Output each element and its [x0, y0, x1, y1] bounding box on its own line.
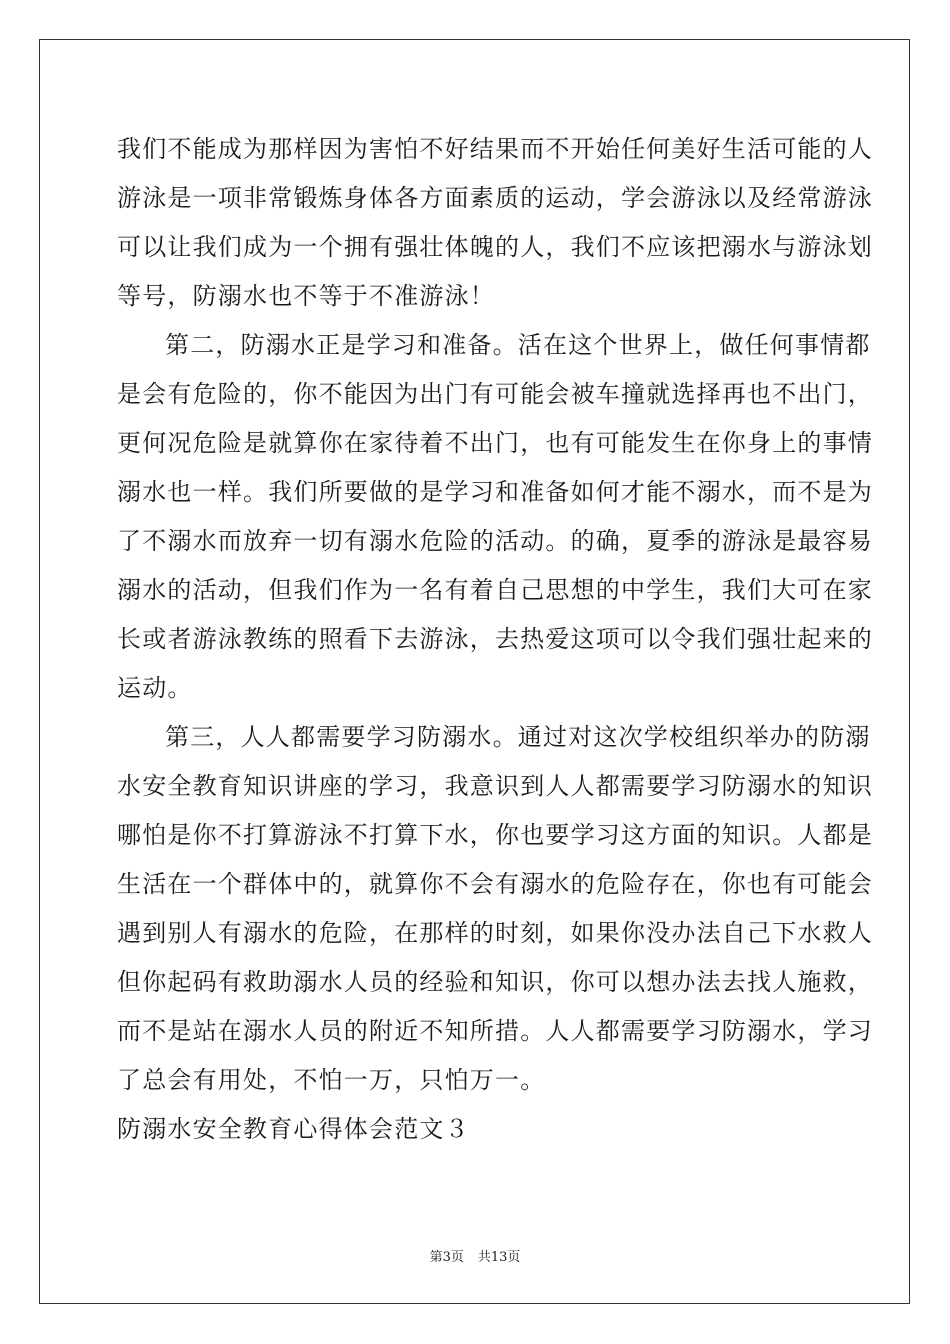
document-body [117, 129, 873, 1158]
text-line: 第二，防溺水正是学习和准备。活在这个世界上，做任何事情都 [165, 331, 871, 359]
text-line: 了总会有用处，不怕一万，只怕万一。 [117, 1066, 546, 1094]
text-line: 可以让我们成为一个拥有强壮体魄的人，我们不应该把溺水与游泳划 [117, 233, 873, 261]
text-line: 第三，人人都需要学习防溺水。通过对这次学校组织举办的防溺 [165, 723, 871, 751]
text-line: 但你起码有救助溺水人员的经验和知识，你可以想办法去找人施救， [117, 968, 873, 996]
page-number: 第3页 [429, 1250, 464, 1265]
text-line: 等号，防溺水也不等于不准游泳！ [117, 282, 495, 310]
text-line: 我们不能成为那样因为害怕不好结果而不开始任何美好生活可能的人 [117, 135, 873, 163]
text-line: 是会有危险的，你不能因为出门有可能会被车撞就选择再也不出门， [117, 380, 873, 408]
text-line: 遇到别人有溺水的危险，在那样的时刻，如果你没办法自己下水救人 [117, 919, 873, 947]
text-line: 了不溺水而放弃一切有溺水危险的活动。的确，夏季的游泳是最容易 [117, 527, 873, 555]
text-line: 溺水也一样。我们所要做的是学习和准备如何才能不溺水，而不是为 [117, 478, 873, 506]
text-line: 哪怕是你不打算游泳不打算下水，你也要学习这方面的知识。人都是 [117, 821, 873, 849]
text-line: 运动。 [117, 674, 193, 702]
page-total: 共13页 [477, 1250, 521, 1265]
text-line: 而不是站在溺水人员的附近不知所措。人人都需要学习防溺水，学习 [117, 1017, 873, 1045]
text-line: 更何况危险是就算你在家待着不出门，也有可能发生在你身上的事情 [117, 429, 873, 457]
text-line: 防溺水安全教育心得体会范文３ [117, 1115, 470, 1143]
text-line: 水安全教育知识讲座的学习，我意识到人人都需要学习防溺水的知识 [117, 772, 873, 800]
text-line: 长或者游泳教练的照看下去游泳，去热爱这项可以令我们强壮起来的 [117, 625, 873, 653]
text-line: 溺水的活动，但我们作为一名有着自己思想的中学生，我们大可在家 [117, 576, 873, 604]
page-footer [0, 1250, 950, 1266]
text-line: 游泳是一项非常锻炼身体各方面素质的运动，学会游泳以及经常游泳 [117, 184, 873, 212]
text-line: 生活在一个群体中的，就算你不会有溺水的危险存在，你也有可能会 [117, 870, 873, 898]
